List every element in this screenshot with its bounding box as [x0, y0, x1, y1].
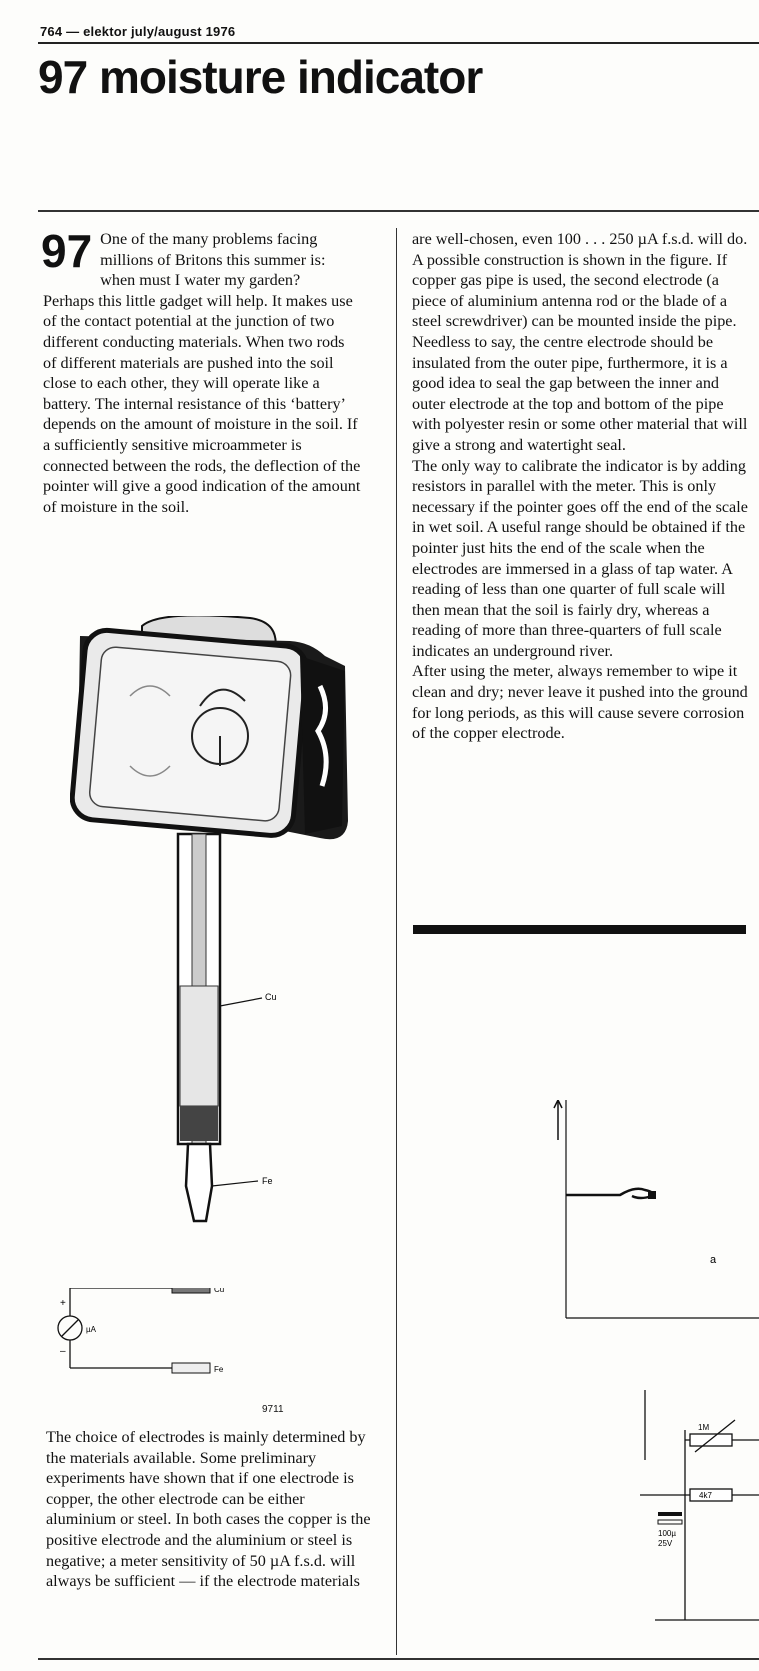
cap-label: 100µ [658, 1529, 676, 1538]
paragraph: The only way to calibrate the indicator is by adding resistors in parallel with the meter. This is only necessary if the pointer goes off the end of the scale in wet soil. A useful range should be obtained if the pointer just hits the end of the scale when the electrodes are immersed in a glass of tap water. A reading of less than one quarter of full scale will then mean that the soil is fairly dry, whereas a reading of more than three-quarters of full scale indicates an underground river. [412, 456, 748, 660]
minus-sign: – [60, 1346, 66, 1357]
meter-label: µA [86, 1325, 96, 1334]
figure-number: 9711 [262, 1404, 284, 1415]
column-1-bottom-text [46, 1427, 376, 1592]
cap-voltage-label: 25V [658, 1539, 673, 1548]
electrode-rod [178, 834, 220, 1221]
running-head: 764 — elektor july/august 1976 [40, 24, 236, 39]
header-rule [38, 42, 759, 44]
article-title: 97 moisture indicator [38, 51, 483, 103]
label-fe: Fe [262, 1176, 273, 1186]
steel-electrode-symbol [172, 1363, 210, 1373]
title-rule [38, 210, 759, 212]
paragraph: One of the many problems facing millions of Britons this summer is: when must I water my garden? [100, 230, 326, 290]
sch-label-cu: Cu [214, 1288, 225, 1294]
resistor-label-4k7: 4k7 [699, 1491, 712, 1500]
bottom-rule [38, 1658, 759, 1660]
paragraph: After using the meter, always remember to wipe it clean and dry; never leave it pushed into the ground for long periods, as this will cause severe corrosion of the copper electrode. [412, 662, 748, 743]
dropcap: 97 [41, 225, 93, 277]
paragraph: A possible construction is shown in the figure. If copper gas pipe is used, the second electrode (a piece of aluminium antenna rod or the blade of a steel screwdriver) can be mounted inside the pipe. Needless to say, the centre electrode should be insulated from the outer pipe, furthermore, it is a good idea to seal the gap between the inner and outer electrode at the top and bottom of the pipe with polyester resin or some other material that will give a strong and watertight seal. [412, 250, 748, 454]
partial-circuit [640, 1390, 759, 1620]
sch-label-fe: Fe [214, 1365, 224, 1374]
section-bar [413, 925, 746, 934]
paragraph: are well-chosen, even 100 . . . 250 µA f.s.d. will do. [412, 230, 748, 248]
plus-sign: + [60, 1298, 66, 1309]
next-article-figures [540, 1100, 759, 1640]
label-cu: Cu [265, 992, 277, 1002]
graph-label-a: a [710, 1254, 717, 1266]
copper-electrode-symbol [172, 1288, 210, 1293]
waveform-graph [554, 1100, 759, 1318]
column-2-text [412, 229, 748, 744]
column-divider [396, 228, 397, 1655]
paragraph: Perhaps this little gadget will help. It makes use of the contact potential at the junction of two different conducting materials. When two rods of different materials are pushed into the soil close to each other, they will operate like a battery. The internal resistance of this ‘battery’ depends on the amount of moisture in the soil. If a sufficiently sensitive microammeter is connected between the rods, the deflection of the pointer will give a good indication of the amount of moisture in the soil. [43, 291, 361, 516]
meter-box [70, 616, 348, 839]
resistor-label-1m: 1M [698, 1423, 710, 1432]
column-1-top-text [41, 225, 361, 517]
meter-symbol [58, 1316, 82, 1340]
electrode-illustration [70, 616, 380, 1264]
paragraph: The choice of electrodes is mainly determined by the materials available. Some preliminary experiments have shown that if one electrode is copper, the other electrode can be either aluminium or steel. In both cases the copper is the positive electrode and the aluminium or steel is negative; a meter sensitivity of 50 µA f.s.d. will always be sufficient — if the electrode materials [46, 1428, 371, 1591]
